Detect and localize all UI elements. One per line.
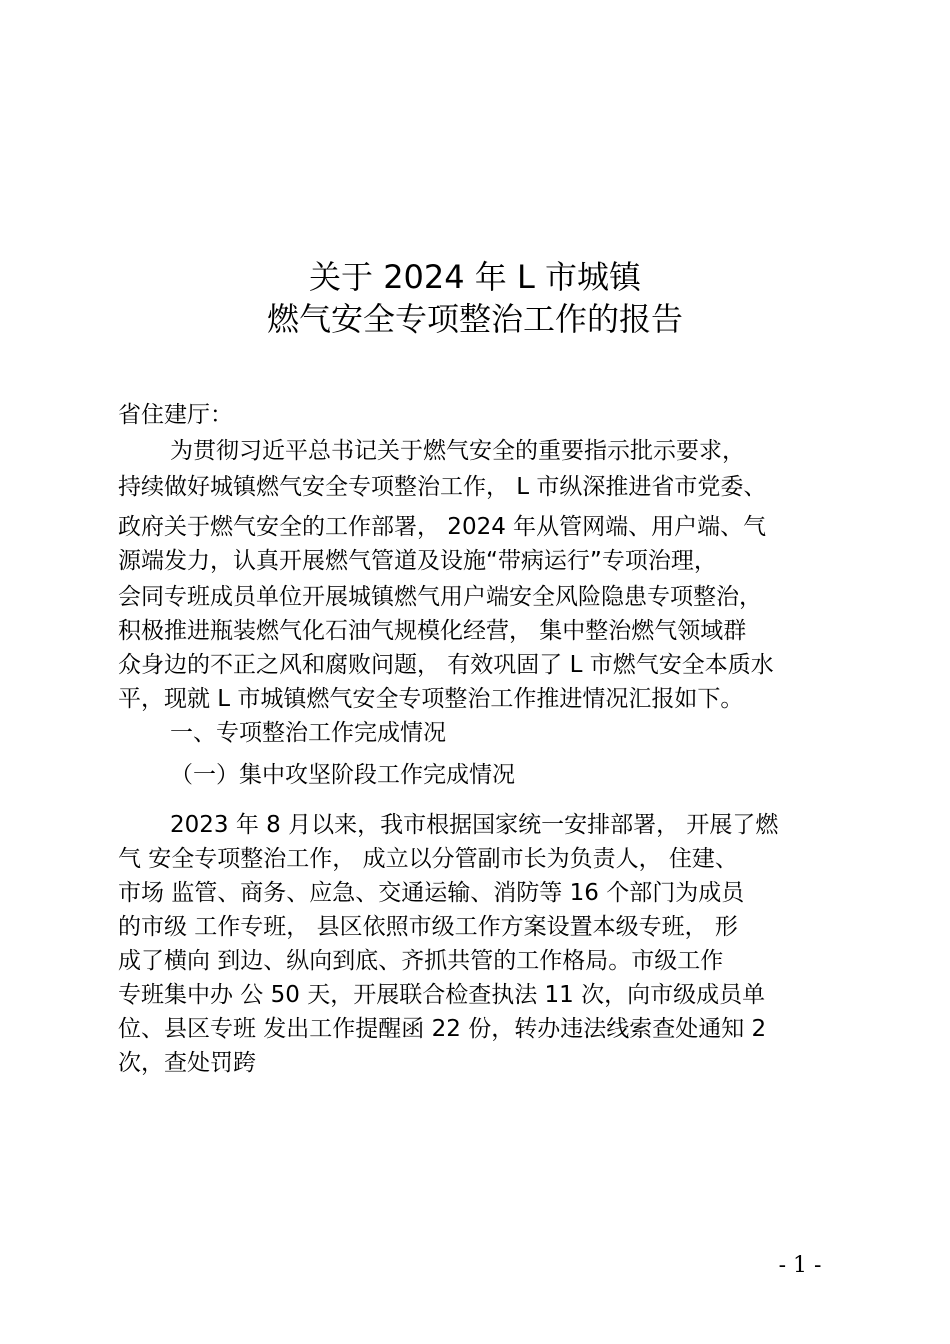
paragraph-line: 政府关于燃气安全的工作部署， 2024 年从管网端、用户端、气 bbox=[118, 514, 767, 540]
report-title-line-2: 燃气安全专项整治工作的报告 bbox=[266, 300, 683, 338]
paragraph-line: 2023 年 8 月以来，我市根据国家统一安排部署， 开展了燃 bbox=[170, 812, 779, 838]
section-heading-1: 一、专项整治工作完成情况 bbox=[170, 720, 446, 746]
paragraph-line: 专班集中办 公 50 天，开展联合检查执法 11 次，向市级成员单 bbox=[118, 982, 766, 1008]
paragraph-line: 会同专班成员单位开展城镇燃气用户端安全风险隐患专项整治， bbox=[118, 584, 762, 610]
page-number: - 1 - bbox=[778, 1253, 822, 1278]
report-title-line-1: 关于 2024 年 L 市城镇 bbox=[309, 258, 641, 296]
paragraph-line: 源端发力，认真开展燃气管道及设施“带病运行”专项治理， bbox=[118, 548, 717, 574]
paragraph-line: 气 安全专项整治工作， 成立以分管副市长为负责人， 住建、 bbox=[118, 846, 738, 872]
salutation: 省住建厅： bbox=[118, 402, 233, 428]
paragraph-line: 次，查处罚跨 bbox=[118, 1050, 256, 1076]
paragraph-line: 市场 监管、商务、应急、交通运输、消防等 16 个部门为成员 bbox=[118, 880, 745, 906]
paragraph-line: 为贯彻习近平总书记关于燃气安全的重要指示批示要求， bbox=[170, 438, 745, 464]
paragraph-line: 的市级 工作专班， 县区依照市级工作方案设置本级专班， 形 bbox=[118, 914, 738, 940]
paragraph-line: 积极推进瓶装燃气化石油气规模化经营， 集中整治燃气领域群 bbox=[118, 618, 747, 644]
paragraph-line: 成了横向 到边、纵向到底、齐抓共管的工作格局。市级工作 bbox=[118, 948, 724, 974]
paragraph-line: 平，现就 L 市城镇燃气安全专项整治工作推进情况汇报如下。 bbox=[118, 686, 744, 712]
paragraph-line: 持续做好城镇燃气安全专项整治工作， L 市纵深推进省市党委、 bbox=[118, 474, 767, 500]
paragraph-line: 众身边的不正之风和腐败问题， 有效巩固了 L 市燃气安全本质水 bbox=[118, 652, 774, 678]
section-heading-2: （一）集中攻坚阶段工作完成情况 bbox=[170, 762, 515, 788]
paragraph-line: 位、县区专班 发出工作提醒函 22 份，转办违法线索查处通知 2 bbox=[118, 1016, 767, 1042]
